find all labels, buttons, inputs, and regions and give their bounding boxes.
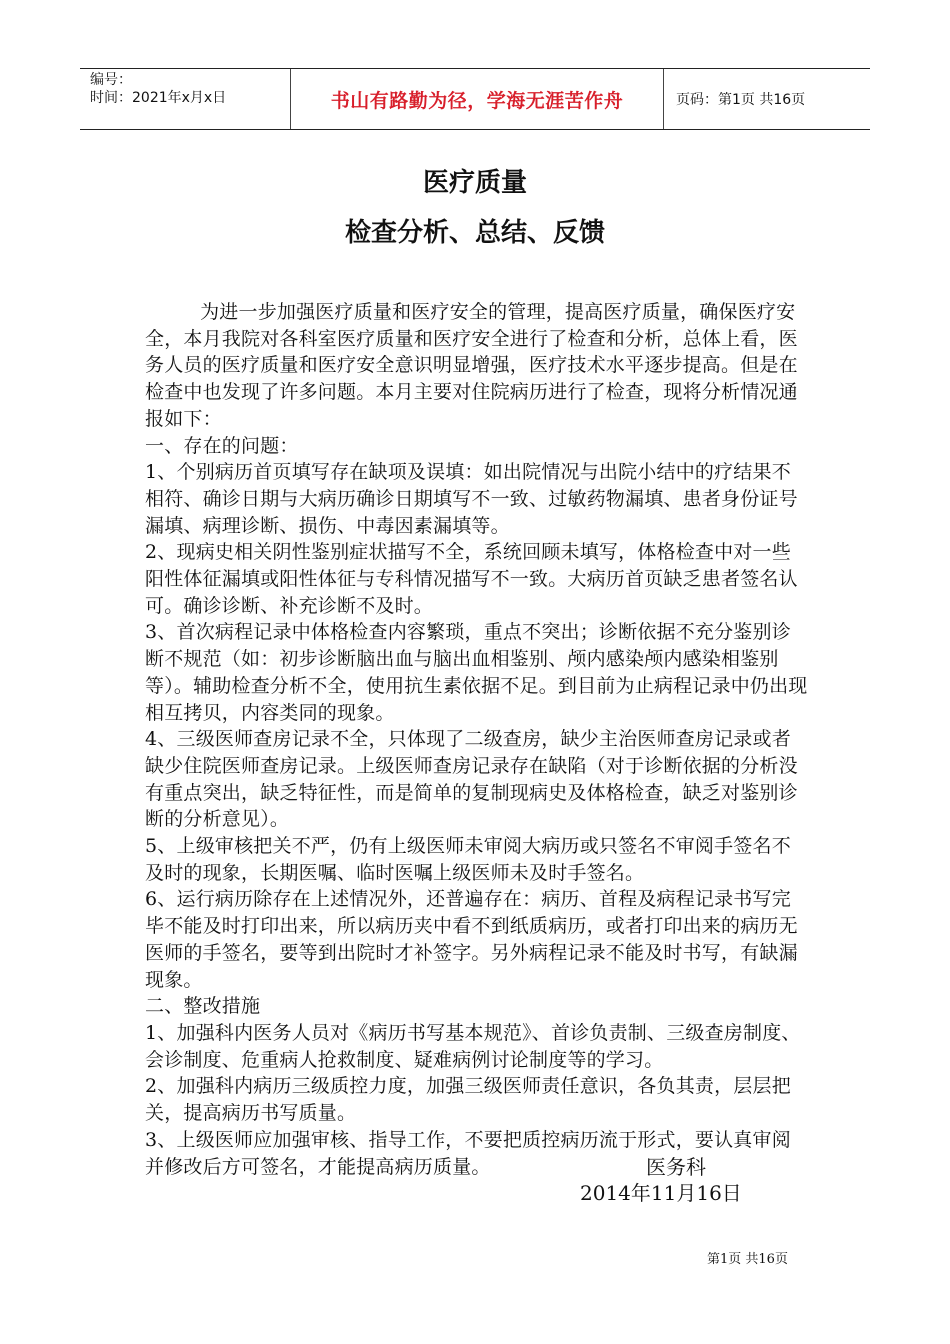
page-footer: 第1页 共16页	[707, 1252, 788, 1267]
intro-paragraph: 为进一步加强医疗质量和医疗安全的管理，提高医疗质量，确保医疗安全，本月我院对各科室医疗质量和医疗安全进行了检查和分析，总体上看，医务人员的医疗质量和医疗安全意识明显增强，医疗技术水平逐步提高。但是在检查中也发现了许多问题。本月主要对住院病历进行了检查，现将分析情况通报如下：	[145, 301, 798, 430]
header-motto-cell	[291, 69, 664, 129]
signature-date: 2014年11月16日	[580, 1181, 742, 1205]
motto-text: 书山有路勤为径，学海无涯苦作舟	[330, 89, 624, 112]
measure-item: 3、上级医师应加强审核、指导工作，不要把质控病历流于形式，要认真审阅并修改后方可签名，才能提高病历质量。	[145, 1128, 791, 1178]
document-title: 医疗质量	[422, 168, 527, 198]
document-body	[145, 299, 809, 1180]
document-subtitle: 检查分析、总结、反馈	[344, 218, 605, 248]
number-label: 编号：	[90, 72, 132, 88]
problem-item: 5、上级审核把关不严，仍有上级医师未审阅大病历或只签名不审阅手签名不及时的现象，长期医嘱、临时医嘱上级医师未及时手签名。	[145, 835, 791, 884]
problem-item: 3、首次病程记录中体格检查内容繁琐，重点不突出；诊断依据不充分鉴别诊断不规范（如：初步诊断脑出血与脑出血相鉴别、颅内感染颅内感染相鉴别等）。辅助检查分析不全，使用抗生素依据不足。到目前为止病程记录中仍出现相互拷贝，内容类同的现象。	[145, 621, 808, 724]
measure-item: 1、加强科内医务人员对《病历书写基本规范》、首诊负责制、三级查房制度、会诊制度、危重病人抢救制度、疑难病例讨论制度等的学习。	[145, 1021, 801, 1071]
header-meta	[80, 69, 291, 129]
document-header	[80, 68, 870, 130]
section-heading-problems: 一、存在的问题：	[145, 434, 299, 457]
header-page-info: 页码：第1页 共16页	[676, 92, 806, 108]
time-label: 时间：2021年x月x日	[90, 90, 227, 106]
problem-item: 6、运行病历除存在上述情况外，还普遍存在：病历、首程及病程记录书写完毕不能及时打印出来，所以病历夹中看不到纸质病历，或者打印出来的病历无医师的手签名，要等到出院时才补签字。另外病程记录不能及时书写，有缺漏现象。	[145, 888, 798, 991]
problem-item: 1、个别病历首页填写存在缺项及误填：如出院情况与出院小结中的疗结果不相符、确诊日期与大病历确诊日期填写不一致、过敏药物漏填、患者身份证号漏填、病理诊断、损伤、中毒因素漏填等。	[145, 461, 798, 537]
measure-item: 2、加强科内病历三级质控力度，加强三级医师责任意识，各负其责，层层把关，提高病历书写质量。	[145, 1075, 791, 1125]
problem-item: 2、现病史相关阴性鉴别症状描写不全，系统回顾未填写，体格检查中对一些阳性体征漏填或阳性体征与专科情况描写不一致。大病历首页缺乏患者签名认可。确诊诊断、补充诊断不及时。	[145, 541, 798, 617]
problem-item: 4、三级医师查房记录不全，只体现了二级查房，缺少主治医师查房记录或者缺少住院医师查房记录。上级医师查房记录存在缺陷（对于诊断依据的分析没有重点突出，缺乏特征性，而是简单的复制现病史及体格检查，缺乏对鉴别诊断的分析意见）。	[145, 728, 798, 831]
section-heading-measures: 二、整改措施	[145, 995, 261, 1018]
signature-department: 医务科	[646, 1155, 706, 1179]
